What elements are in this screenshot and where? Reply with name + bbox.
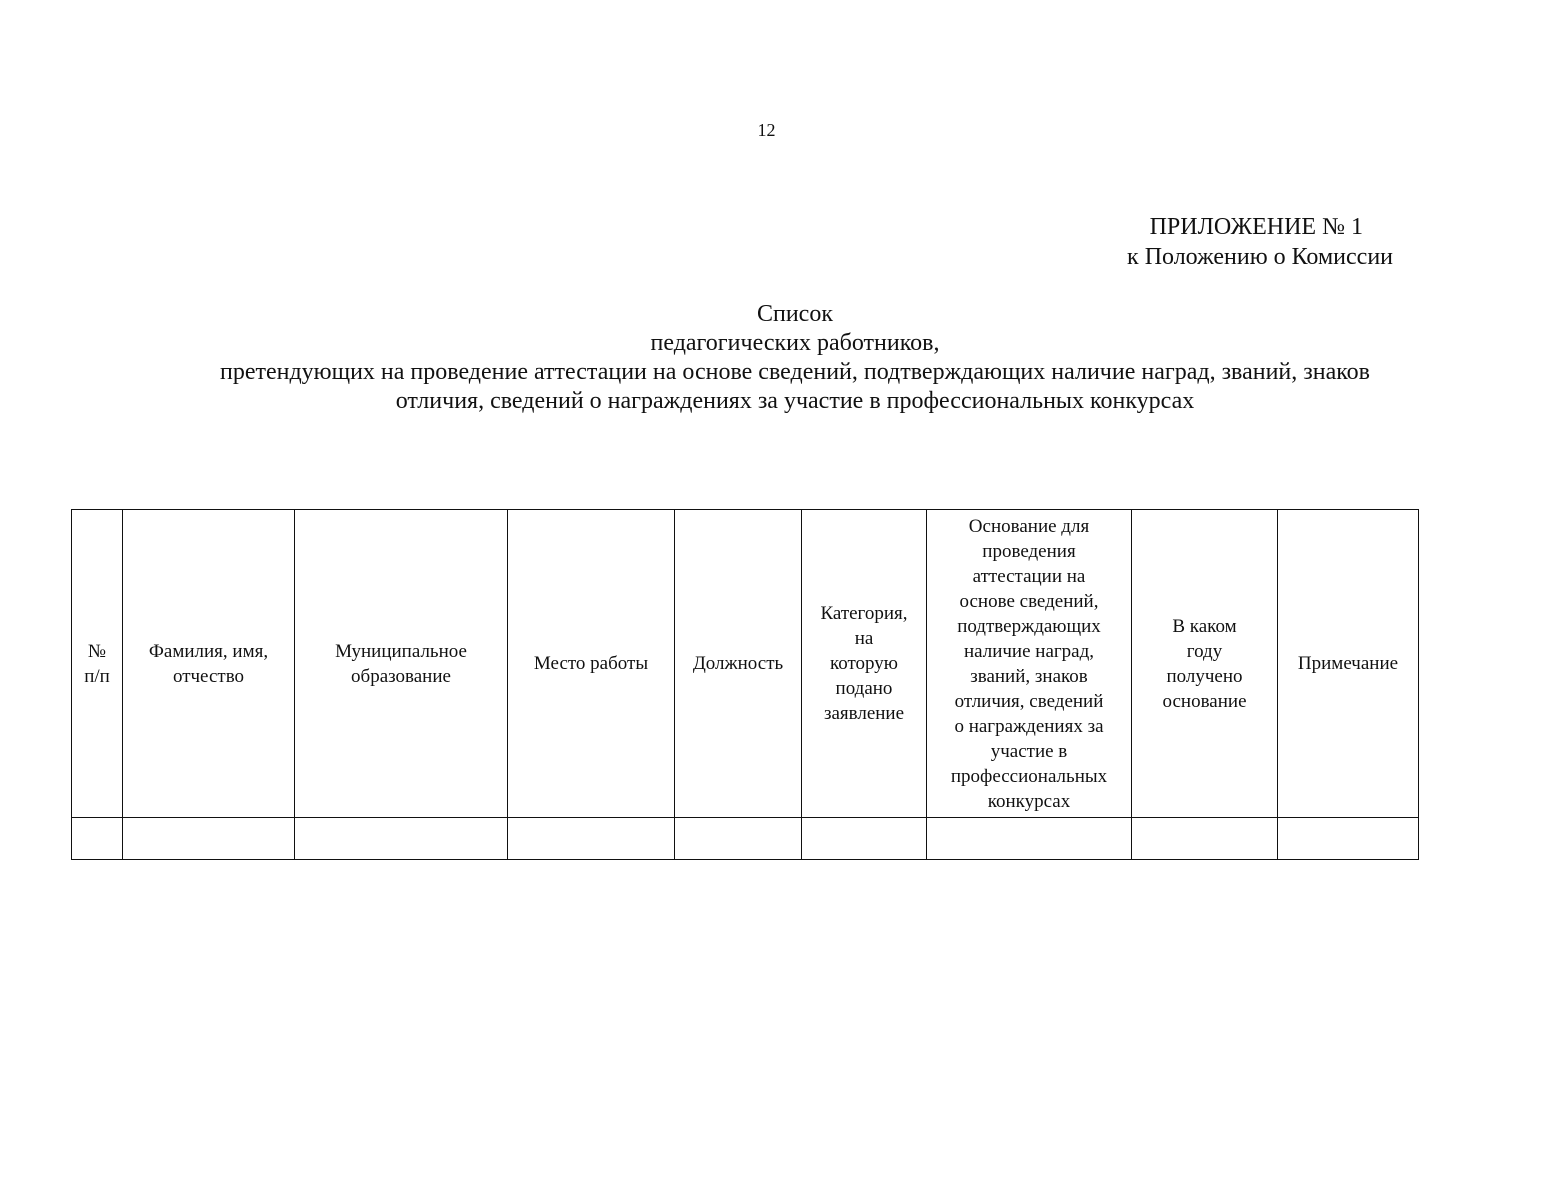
header-municipality: Муниципальное образование	[295, 510, 508, 818]
table-cell	[802, 818, 927, 860]
header-category: Категория, на которую подано заявление	[802, 510, 927, 818]
page-number: 12	[757, 120, 776, 140]
table-cell	[1278, 818, 1419, 860]
header-year: В каком году получено основание	[1132, 510, 1278, 818]
appendix-header	[1127, 212, 1393, 272]
title-line-4: отличия, сведений о награждениях за участие в профессиональных конкурсах	[395, 388, 1195, 414]
teachers-list-table	[71, 509, 1419, 860]
table-cell	[508, 818, 675, 860]
title-line-2: педагогических работников,	[650, 330, 940, 356]
table-cell	[72, 818, 123, 860]
appendix-number: ПРИЛОЖЕНИЕ № 1	[1149, 214, 1363, 240]
table-cell	[1132, 818, 1278, 860]
table-cell	[295, 818, 508, 860]
table-cell	[675, 818, 802, 860]
table-row	[72, 818, 1419, 860]
header-basis: Основание для проведения аттестации на основе сведений, подтверждающих наличие наград, званий, знаков отличия, сведений о награждениях за участие в профессиональных конкурсах	[927, 510, 1132, 818]
table-cell	[123, 818, 295, 860]
table-header-row	[72, 510, 1419, 818]
header-number: № п/п	[72, 510, 123, 818]
title-line-3: претендующих на проведение аттестации на основе сведений, подтверждающих наличие наград, званий, знаков	[219, 359, 1371, 385]
title-line-1: Список	[756, 301, 833, 327]
appendix-reference: к Положению о Комиссии	[1127, 244, 1393, 270]
table-cell	[927, 818, 1132, 860]
header-note: Примечание	[1278, 510, 1419, 818]
header-full-name: Фамилия, имя, отчество	[123, 510, 295, 818]
header-workplace: Место работы	[508, 510, 675, 818]
document-title	[160, 300, 1430, 416]
header-position: Должность	[675, 510, 802, 818]
